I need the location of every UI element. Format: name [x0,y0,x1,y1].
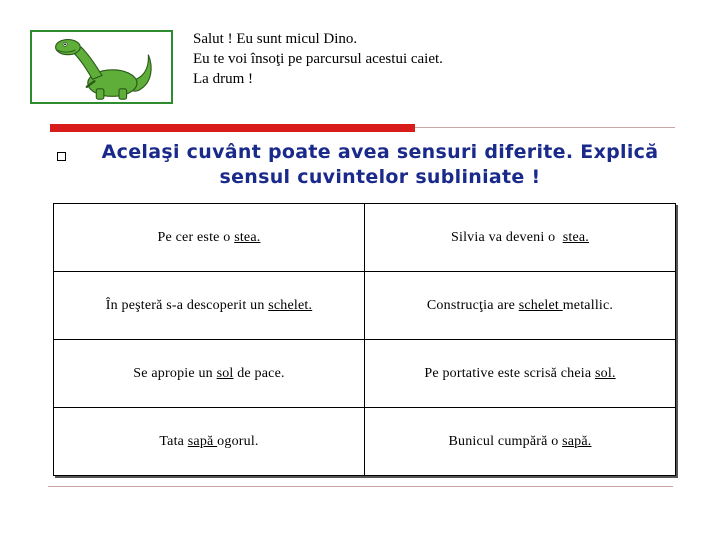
dino-mascot [30,30,173,104]
sentence-text: Silvia va deveni o [451,229,563,245]
intro-line: Eu te voi însoţi pe parcursul acestui caiet. [193,51,443,67]
heading-line-2: sensul cuvintelor subliniate ! [219,166,541,188]
underlined-word: stea. [562,229,589,245]
top-divider-line [415,127,675,128]
intro-text [193,29,443,89]
sentences-table [53,203,676,476]
sentence-cell [54,340,365,408]
sentence-cell [365,340,676,408]
sentence-cell [365,204,676,272]
sentence-cell [54,204,365,272]
sentence-text: Pe cer este o [157,229,235,245]
intro-line: La drum ! [193,71,253,87]
underlined-word: stea. [234,229,261,245]
bottom-divider-line [48,486,673,487]
sentence-text: Tata [159,433,188,449]
red-divider-bar [50,124,415,132]
intro-line: Salut ! Eu sunt micul Dino. [193,31,358,47]
table-row [54,204,676,272]
table-row [54,272,676,340]
sentence-text: În peşteră s-a descoperit un [105,297,269,313]
sentence-text: Pe portative este scrisă cheia [424,365,595,381]
sentence-cell [54,408,365,476]
underlined-word: schelet [518,297,563,313]
sentence-cell [365,408,676,476]
sentence-text: Bunicul cumpără o [448,433,563,449]
exercise-heading [80,140,680,190]
sentence-text: metallic. [562,297,614,313]
sentence-cell [54,272,365,340]
underlined-word: sol [216,365,234,381]
heading-line-1: Acelaşi cuvânt poate avea sensuri diferite. Explică [101,141,659,163]
square-bullet-icon [57,152,66,161]
table-row [54,408,676,476]
sentence-text: Se apropie un [133,365,217,381]
dinosaur-icon [32,32,171,102]
underlined-word: sapă [187,433,218,449]
underlined-word: sol. [595,365,616,381]
table-row [54,340,676,408]
underlined-word: schelet. [268,297,313,313]
sentence-text: de pace. [233,365,285,381]
sentence-text: Construcţia are [426,297,519,313]
sentence-cell [365,272,676,340]
underlined-word: sapă. [562,433,592,449]
sentence-text: ogorul. [217,433,259,449]
